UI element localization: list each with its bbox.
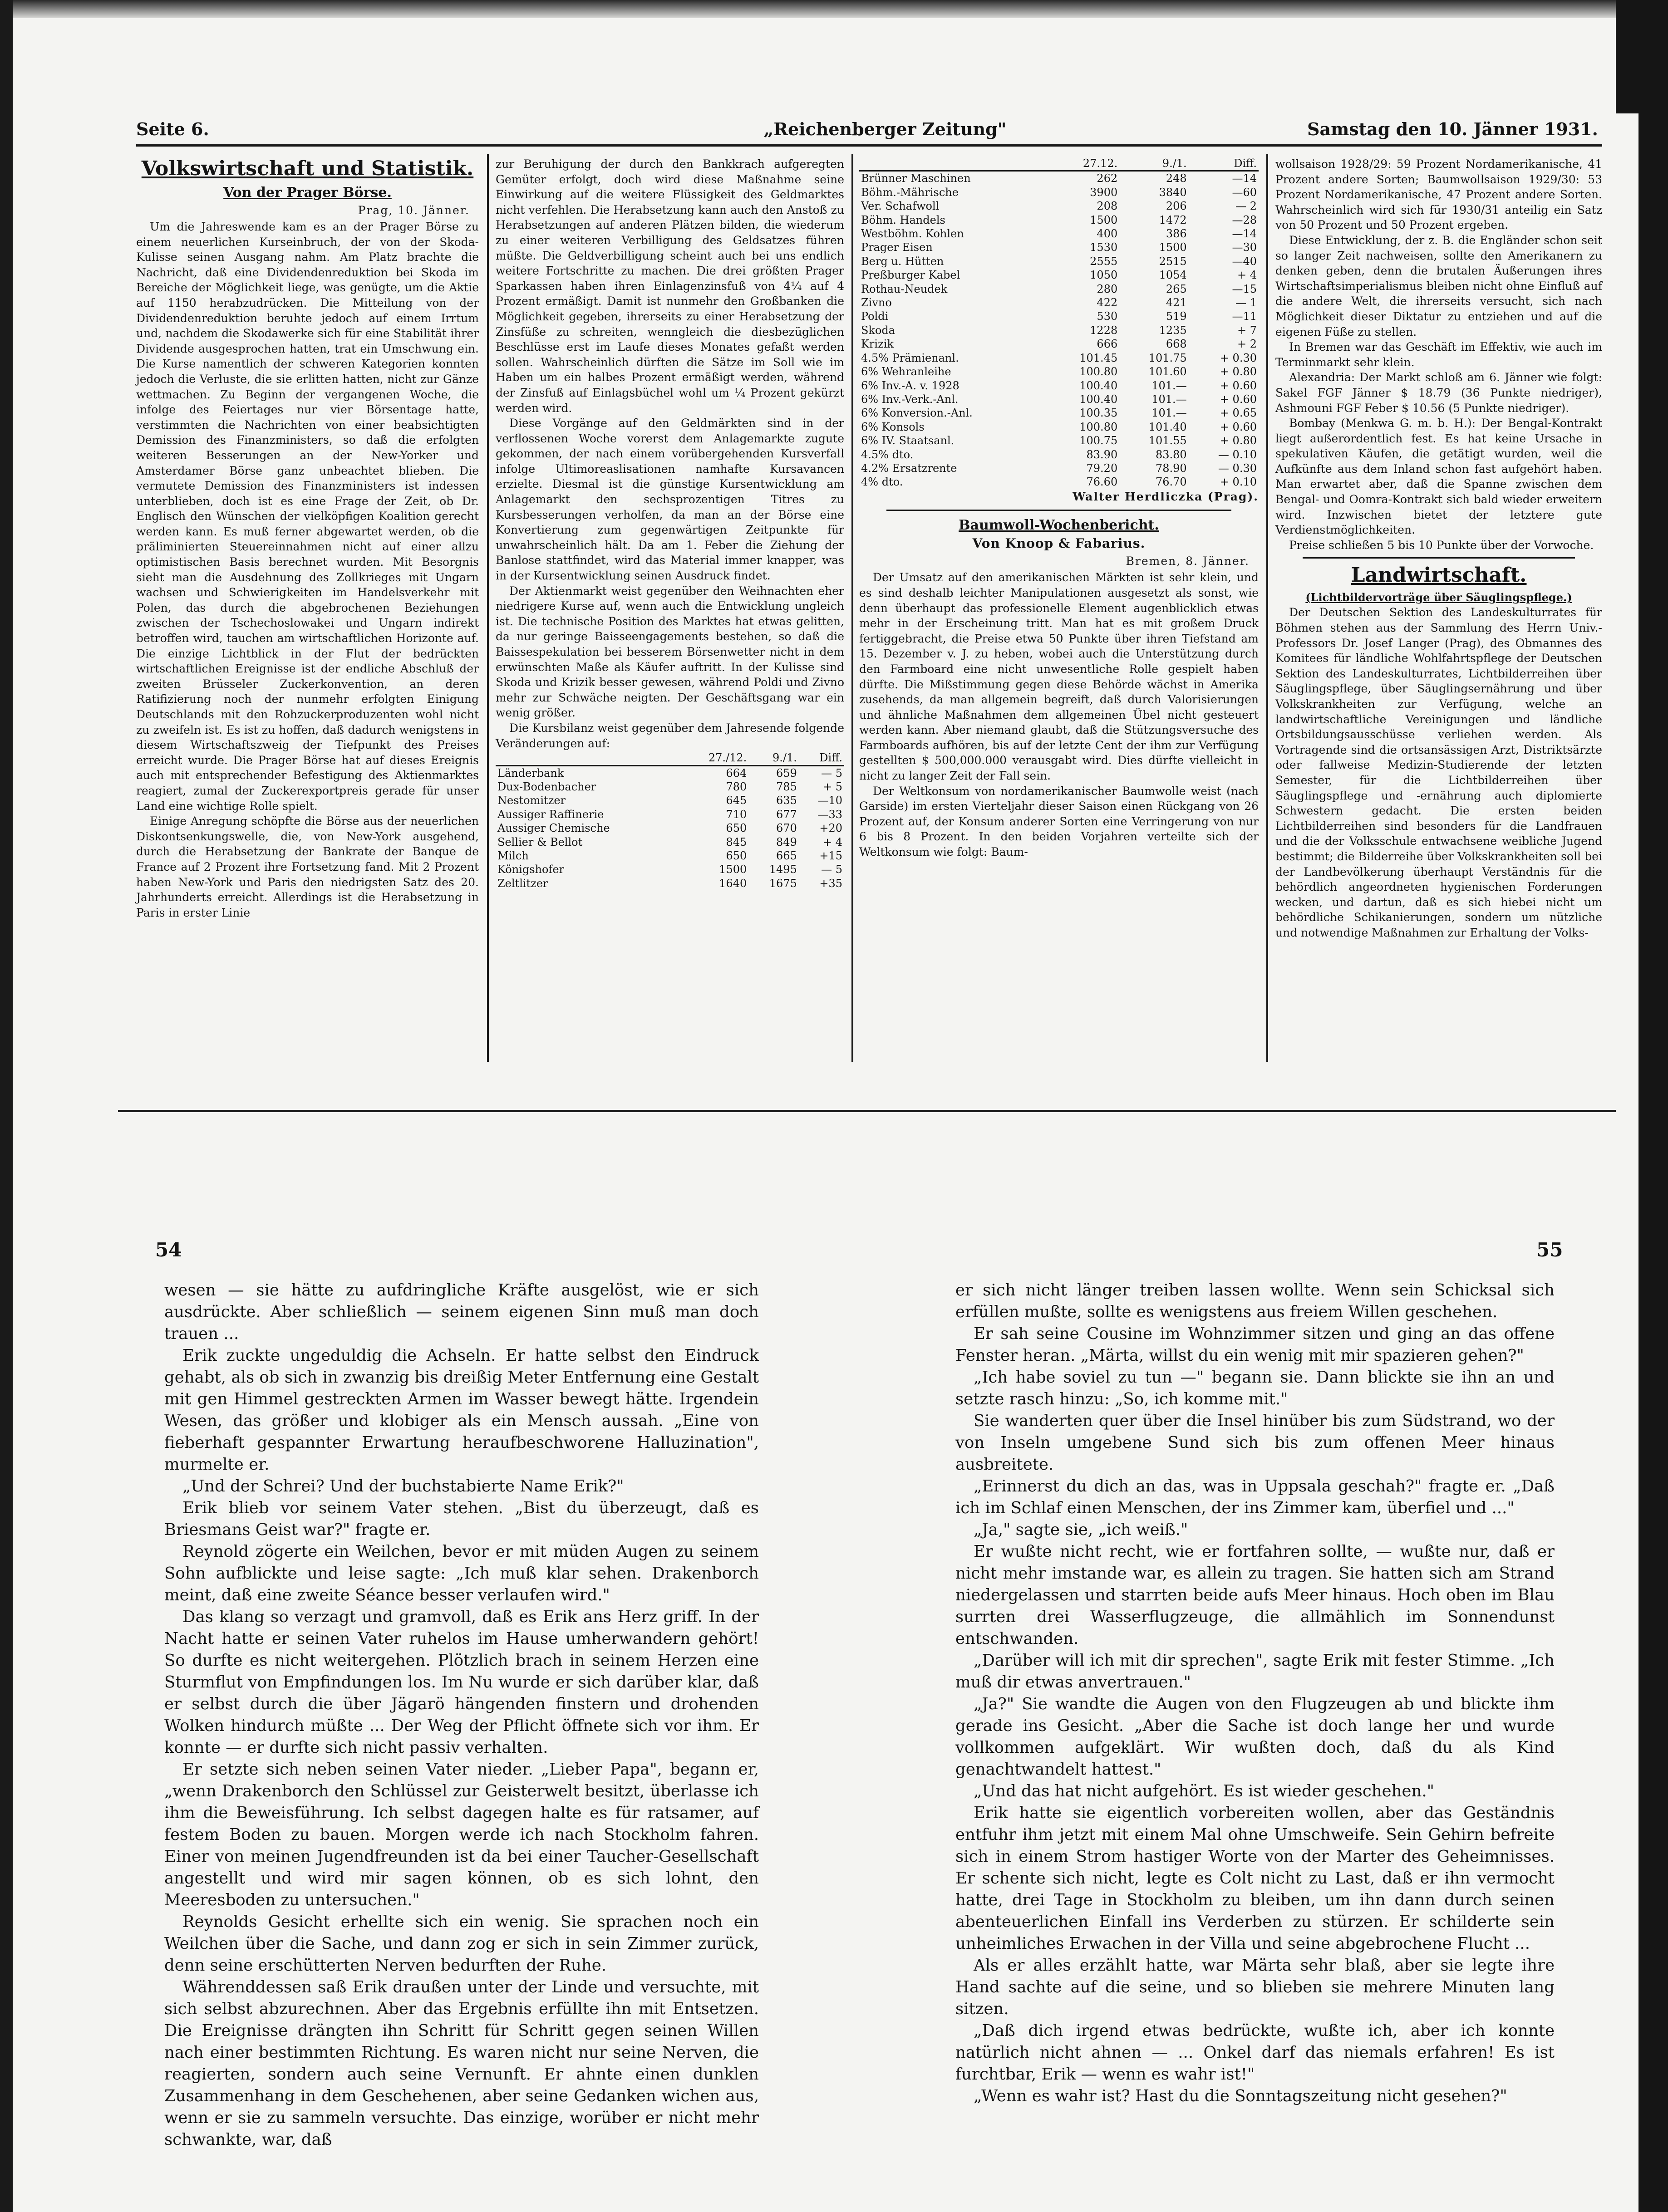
table-row [859,324,1259,337]
price-cell: 262 [1097,172,1118,185]
price-cell: 1235 [1159,324,1187,337]
table-row [859,171,1259,186]
novel-paragraph: „Ja," sagte sie, „ich weiß." [974,1520,1188,1539]
price-cell: 83.80 [1155,448,1187,461]
article-paragraph: Diese Entwicklung, der z. B. die Engländer schon seit so langer Zeit nachweisen, sollte den Amerikanern zu denken geben, denn die brutalen Äußerungen ihres Wirtschaftsimperialismus bleiben nicht ohne Einfluß auf die andere Welt, die ihrerseits versucht, sich nach Möglichkeit dieser Diktatur zu entziehen und auf die eigenen Füße zu stellen. [1275,233,1602,338]
table-row [859,186,1259,199]
security-name: Länderbank [497,766,564,780]
price-cell: 1228 [1090,324,1118,337]
price-cell: 1640 [719,877,747,890]
security-name: Krizik [861,338,894,351]
novel-paragraph: „Wenn es wahr ist? Hast du die Sonntagszeitung nicht gesehen?" [974,2087,1507,2105]
column-divider [1266,154,1268,1062]
price-cell: + 0.60 [1220,379,1257,392]
security-name: Dux-Bodenbacher [497,780,596,793]
security-name: Rothau-Neudek [861,282,948,295]
security-name: Böhm. Handels [861,213,945,226]
novel-left-page [164,1280,759,2149]
table-row [859,365,1259,378]
table-row [859,448,1259,461]
dateline: Bremen, 8. Jänner. [1126,554,1250,568]
column-header [859,157,1050,171]
table-header-row [496,751,844,765]
novel-paragraph: Erik zuckte ungeduldig die Achseln. Er hatte selbst den Eindruck gehabt, als ob sich in zwanzig bis dreißig Meter Entfernung eine Gestalt mit gen Himmel gestreckten Armen im Wasser bewegt hätte. Irgendein Wesen, das größer und klobiger als ein Mensch aussah. „Eine von fieberhaft gespannter Erwartung heraufbeschworene Halluzination", murmelte er. [164,1346,759,1474]
table-row [496,794,844,807]
article-paragraph: Preise schließen 5 bis 10 Punkte über der Vorwoche. [1289,538,1594,552]
novel-paragraph: „Ich habe soviel zu tun —" begann sie. Dann blickte sie ihn an und setzte rasch hinzu: „So, ich komme mit." [955,1368,1555,1408]
security-name: Königshofer [497,863,565,876]
column-1 [136,157,479,1064]
novel-paragraph: Reynolds Gesicht erhellte sich ein wenig. Sie sprachen noch ein Weilchen über die Sache, und dann zog er sich in sein Zimmer zurück, denn seine erschütterten Nerven bedurften der Ruhe. [164,1913,759,1975]
scan-right-tab [1616,0,1643,113]
security-name: Milch [497,849,529,862]
price-cell: 101.60 [1148,365,1187,378]
price-cell: + 4 [822,835,842,849]
price-cell: 2555 [1090,255,1118,268]
security-name: Nestomitzer [497,794,566,807]
price-cell: 101.— [1151,392,1187,406]
price-cell: 421 [1166,296,1187,309]
price-cell: —60 [1232,186,1257,199]
price-cell: —15 [1232,282,1257,295]
security-name: Böhm.-Mährische [861,186,959,199]
price-cell: 76.70 [1155,476,1187,489]
table-row [859,213,1259,227]
price-cell: 519 [1166,310,1187,323]
table-row [859,351,1259,365]
price-cell: —33 [817,808,842,821]
table-row [859,337,1259,351]
price-cell: 101.— [1151,379,1187,392]
table-row [859,199,1259,213]
novel-right-page [955,1280,1555,2105]
article-paragraph: zur Beruhigung der durch den Bankkrach aufgeregten Gemüter erfolgt, doch wird diese Maßnahme seine Einwirkung auf die weitere Flüssigkeit des Geldmarktes nicht verfehlen. Die Herabsetzung kann auch den Anstoß zu Herabsetzungen auf anderen Plätzen bilden, die wiederum zu einer weiteren Verbilligung des Geldsatzes führen müßte. Die Geldverbilligung scheint auch bei uns endlich weitere Fortschritte zu machen. Die drei größten Prager Sparkassen haben ihren Einlagenzinsfuß von 4¼ auf 4 Prozent ermäßigt. Damit ist nunmehr den Großbanken die Möglichkeit gegeben, ihrerseits zu einer Herabsetzung der Zinsfüße zu schreiten, wenngleich die diesbezüglichen Beschlüsse erst im Laufe dieses Monates gefaßt werden sollen. Wahrscheinlich dürften die Sätze im Soll wie im Haben um ein halbes Prozent ermäßigt werden, während der Zinsfuß auf Einlagsbüchel wohl um ¼ Prozent gekürzt werden wird. [496,157,844,415]
article-paragraph: Der Umsatz auf den amerikanischen Märkten ist sehr klein, und es sind deshalb leichter Manipulationen ausgesetzt als sonst, wie denn überhaupt das professionelle Element augenblicklich etwas mehr in der Erscheinung tritt. Man hat es mit großem Druck fertiggebracht, die Preise etwa 50 Punkte über ihren Tiefstand am 15. Dezember v. J. zu heben, wobei auch die Unterstützung durch den Farmboard eine nicht unwesentliche Rolle gespielt haben dürfte. Die Mißstimmung gegen diese Behörde wächst in Amerika zusehends, da man allgemein begreift, daß durch Valorisierungen und ähnliche Maßnahmen dem allgemeinen Übel nicht gesteuert werden kann. Aber niemand glaubt, daß die Stützungsversuche des Farmboards aufhören, bis auf der letzte Cent der ihm zur Verfügung gestellten $ 500,000.000 verausgabt wird. Dies dürfte vielleicht in nicht zu langer Zeit der Fall sein. [859,571,1259,783]
table-row [859,406,1259,420]
price-cell: — 0.10 [1218,448,1257,461]
price-cell: + 0.65 [1220,407,1257,420]
price-cell: 100.80 [1079,420,1118,433]
column-header: 27./12. [681,751,748,765]
novel-paragraph: Währenddessen saß Erik draußen unter der Linde und versuchte, mit sich selbst abzurechnen. Aber das Ergebnis erfüllte ihn mit Entsetzen. Die Ereignisse drängten ihn Schritt für Schritt gegen seinen Willen nach einer bestimmten Richtung. Es waren nicht nur seine Nerven, die reagierten, sondern auch seine Vernunft. Er ahnte einen dunklen Zusammenhang in dem Geschehenen, aber seine Gedanken wichen aus, wenn er sie zu sammeln versuchte. Das einzige, worüber er nicht mehr schwankte, war, daß [164,1978,759,2149]
column-3 [859,157,1259,1064]
price-cell: 422 [1097,296,1118,309]
table-row [859,420,1259,434]
price-cell: 280 [1097,282,1118,295]
price-cell: +15 [819,849,842,862]
novel-paragraph: „Erinnerst du dich an das, was in Uppsala geschah?" fragte er. „Daß ich im Schlaf einen Menschen, der ins Zimmer kam, überfiel und ..." [955,1477,1555,1517]
header-rule [136,144,1602,147]
table-row [496,835,844,849]
price-cell: 849 [776,835,797,849]
price-cell: 530 [1097,310,1118,323]
price-cell: 386 [1166,227,1187,240]
price-cell: 2515 [1159,255,1187,268]
novel-paragraph: „Und der Schrei? Und der buchstabierte Name Erik?" [182,1477,624,1496]
article-paragraph: Diese Vorgänge auf den Geldmärkten sind in der verflossenen Woche vorerst dem Anlagemarkte zugute gekommen, der nach einem vorübergehenden Kursverfall infolge Ultimoreaslisationen namhafte Kursavancen erzielte. Diesmal ist die günstige Kursentwicklung am Anlagemarkt den sechsprozentigen Titres zu Kursbesserungen verholfen, da man an der Börse eine Konvertierung zum gegenwärtigen Zeitpunkte für unwahrscheinlich hält. Da am 1. Feber die Ziehung der Banlose stattfindet, wird das Material immer knapper, was in der Kursentwicklung seinen Ausdruck findet. [496,417,844,583]
security-name: Brünner Maschinen [861,172,971,185]
column-header: Diff. [799,751,844,765]
security-name: Prager Eisen [861,241,933,254]
price-cell: 650 [726,849,747,862]
novel-paragraph: wesen — sie hätte zu aufdringliche Kräfte ausgelöst, wie er sich ausdrückte. Aber schließlich — seinem eigenen Sinn muß man doch trauen ... [164,1281,759,1343]
article-paragraph: Der Aktienmarkt weist gegenüber den Weihnachten eher niedrigere Kurse auf, wenn auch die Entwicklung ungleich ist. Die technische Position des Marktes hat etwas gelitten, da nur geringe Baisseengagements bestehen, so daß die Baissespekulation bei besserem Börsenwetter nicht in dem erwünschten Maße als Käufer auftritt. In der Kulisse sind Skoda und Krizik besser gewesen, während Poldi und Zivno mehr zur Schwäche neigten. Der Geschäftsgang war ein wenig größer. [496,584,844,720]
article-signature: Walter Herdliczka (Prag). [1073,490,1259,503]
price-cell: 206 [1166,200,1187,213]
novel-paragraph: „Darüber will ich mit dir sprechen", sagte Erik mit fester Stimme. „Ich muß dir etwas anvertrauen." [955,1651,1555,1692]
security-name: 6% Konversion.-Anl. [861,407,973,420]
column-header: 9./1. [748,751,799,765]
table-row [859,268,1259,282]
novel-paragraph: Erik hatte sie eigentlich vorbereiten wollen, aber das Geständnis entfuhr ihm jetzt mit einem Mal ohne Umschweife. Sein Gehirn befreite sich in einem Strom hastiger Worte von der Marter des Geheimnisses. Er schente sich nicht, legte es Colt nicht zu Last, daß er ihn vermocht hatte, drei Tage in Stockholm zu bleiben, um ihn dann durch seinen abenteuerlichen Einfall ins Verderben zu stürzen. Er schilderte sein unheimliches Erwachen in der Villa und seine abgebrochene Flucht ... [955,1804,1555,1953]
article-paragraph: Einige Anregung schöpfte die Börse aus der neuerlichen Diskontsenkungswelle, die, von New-York ausgehend, durch die Herabsetzung der Bankrate der Banque de France auf 2 Prozent ihre Fortsetzung fand. Mit 2 Prozent haben New-York und Paris den niedrigsten Satz des 20. Jahrhunderts erreicht. Allerdings ist die Herabsetzung in Paris in erster Linie [136,814,479,919]
security-name: Zeltlitzer [497,877,548,890]
price-cell: 659 [776,766,797,780]
article-paragraph: Die Kursbilanz weist gegenüber dem Jahresende folgende Veränderungen auf: [496,721,844,750]
security-name: Poldi [861,310,889,323]
price-cell: +20 [819,822,842,835]
price-cell: 100.80 [1079,365,1118,378]
price-cell: 100.35 [1079,407,1118,420]
price-cell: 3840 [1159,186,1187,199]
table-row [859,434,1259,447]
column-header: Diff. [1189,157,1259,171]
article-separator [1303,557,1575,559]
novel-paragraph: Er setzte sich neben seinen Vater nieder. „Lieber Papa", begann er, „wenn Drakenborch den Schlüssel zur Geisterwelt besitzt, überlasse ich ihm die Beweisführung. Ich selbst dagegen halte es für ratsamer, auf festem Boden zu bauen. Morgen werde ich nach Stockholm fahren. Einer von meinen Jugendfreunden ist da bei einer Taucher-Gesellschaft angestellt und wird mir sagen können, ob es sich lohnt, den Meeresboden zu untersuchen." [164,1760,759,1909]
novel-paragraph: „Ja?" Sie wandte die Augen von den Flugzeugen ab und blickte ihm gerade ins Gesicht. „Aber die Sache ist doch lange her und wurde vollkommen aufgeklärt. Wir wußten doch, daß du als Kind genachtwandelt hattest." [955,1695,1555,1779]
scan-left-edge [0,0,13,2212]
security-name: 4.5% Prämienanl. [861,351,959,364]
price-cell: 76.60 [1086,476,1118,489]
price-cell: + 0.60 [1220,420,1257,433]
table-row [496,780,844,794]
price-cell: + 0.80 [1220,434,1257,447]
table-row [859,227,1259,240]
security-name: Aussiger Chemische [497,822,610,835]
newspaper-title: „Reichenberger Zeitung" [763,119,1007,139]
price-cell: 668 [1166,338,1187,351]
novel-paragraph: „Daß dich irgend etwas bedrückte, wußte ich, aber ich konnte natürlich nicht ahnen — ... Onkel darf das niemals erfahren! Es ist furchtbar, Erik — wenn es wahr ist!" [955,2021,1555,2084]
price-cell: +35 [819,877,842,890]
table-row [496,821,844,835]
price-cell: 78.90 [1155,461,1187,475]
security-name: 6% Inv.-Verk.-Anl. [861,392,959,406]
price-cell: — 0.30 [1218,461,1257,475]
novel-paragraph: Als er alles erzählt hatte, war Märta sehr blaß, aber sie legte ihre Hand sachte auf die seine, und so blieben sie mehrere Minuten lang sitzen. [955,1956,1555,2018]
novel-page-number-right: 55 [1536,1239,1563,1261]
price-cell: 101.40 [1148,420,1187,433]
page-number-header: Seite 6. [136,119,209,139]
article-paragraph: In Bremen war das Geschäft im Effektiv, wie auch im Terminmarkt sehr klein. [1275,340,1602,369]
price-cell: 635 [776,794,797,807]
security-name: 4.5% dto. [861,448,914,461]
price-cell: + 7 [1237,324,1257,337]
price-cell: 1530 [1090,241,1118,254]
stock-table [859,157,1259,489]
price-cell: 400 [1097,227,1118,240]
section-title: Landwirtschaft. [1351,564,1527,587]
price-cell: 1050 [1090,269,1118,282]
security-name: 4.2% Ersatzrente [861,461,957,475]
scan-right-edge [1638,0,1668,2212]
column-divider [487,154,489,1062]
dateline: Prag, 10. Jänner. [358,204,470,217]
security-name: Sellier & Bellot [497,835,583,849]
novel-paragraph: „Und das hat nicht aufgehört. Es ist wieder geschehen." [974,1782,1434,1800]
novel-paragraph: Erik blieb vor seinem Vater stehen. „Bist du überzeugt, daß es Briesmans Geist war?" fragte er. [164,1499,759,1539]
section-title: Volkswirtschaft und Statistik. [141,157,474,180]
price-cell: 666 [1097,338,1118,351]
price-cell: + 4 [1237,269,1257,282]
security-name: Berg u. Hütten [861,255,944,268]
price-cell: 677 [776,808,797,821]
price-cell: 664 [726,766,747,780]
security-name: Ver. Schafwoll [861,200,940,213]
table-row [859,309,1259,323]
table-row [859,296,1259,309]
price-cell: 101.55 [1148,434,1187,447]
novel-paragraph: Reynold zögerte ein Weilchen, bevor er mit müden Augen zu seinem Sohn aufblickte und leise sagte: „Ich muß klar sehen. Drakenborch meint, daß eine zweite Séance besser verlaufen wird." [164,1542,759,1604]
column-header [496,751,681,765]
price-cell: 83.90 [1086,448,1118,461]
price-cell: 3900 [1090,186,1118,199]
table-row [859,379,1259,392]
price-cell: 1472 [1159,213,1187,226]
table-row [496,863,844,876]
security-name: 6% Inv.-A. v. 1928 [861,379,959,392]
security-name: 6% Wehranleihe [861,365,951,378]
table-row [859,282,1259,296]
price-cell: + 0.80 [1220,365,1257,378]
novel-paragraph: er sich nicht länger treiben lassen wollte. Wenn sein Schicksal sich erfüllen mußte, sollte es wenigstens aus freiem Willen geschehen. [955,1281,1555,1321]
column-divider [851,154,853,1062]
price-cell: —14 [1232,227,1257,240]
price-cell: + 0.30 [1220,351,1257,364]
table-row [496,808,844,821]
novel-paragraph: Sie wanderten quer über die Insel hinüber bis zum Südstrand, wo der von Inseln umgebene Sund sich bis zum offenen Meer hinaus ausbreitete. [955,1412,1555,1474]
article-separator [886,510,1231,511]
price-cell: 248 [1166,172,1187,185]
table-row [859,461,1259,475]
article-subtitle: (Lichtbildervorträge über Säuglingspflege.) [1305,591,1572,604]
article-paragraph: Bombay (Menkwa G. m. b. H.): Der Bengal-Kontrakt liegt außerordentlich fest. Es hat keine Ursache in spekulativen Käufen, die getätigt wurden, weil die Aufkünfte aus dem Inland schon fast aufgehört haben. Man erwartet aber, daß die Spanne zwischen dem Bengal- und Oomra-Kontrakt sich bald wieder erweitern wird. Inzwischen bietet der letztere gute Verdienstmöglichkeiten. [1275,417,1602,537]
price-cell: 208 [1097,200,1118,213]
security-name: 6% IV. Staatsanl. [861,434,955,447]
price-cell: 100.40 [1079,392,1118,406]
price-cell: 265 [1166,282,1187,295]
price-cell: 845 [726,835,747,849]
price-cell: — 5 [821,766,842,780]
price-cell: —28 [1232,213,1257,226]
price-cell: 785 [776,780,797,793]
price-cell: 101.— [1151,407,1187,420]
table-header-row [859,157,1259,171]
table-row [496,765,844,780]
novel-page-number-left: 54 [155,1239,182,1261]
price-cell: + 2 [1237,338,1257,351]
security-name: Aussiger Raffinerie [497,808,604,821]
price-cell: 1675 [769,877,797,890]
price-cell: 101.75 [1148,351,1187,364]
novel-paragraph: Er sah seine Cousine im Wohnzimmer sitzen und ging an das offene Fenster heran. „Märta, willst du ein wenig mit mir spazieren gehen?" [955,1324,1555,1365]
article-paragraph: wollsaison 1928/29: 59 Prozent Nordamerikanische, 41 Prozent andere Sorten; Baumwollsaison 1929/30: 53 Prozent Nordamerikanische, 47 Prozent andere Sorten. Wahrscheinlich wird sich für 1930/31 anteilig ein Satz von 50 Prozent und 50 Prozent ergeben. [1275,157,1602,232]
security-name: Zivno [861,296,892,309]
article-paragraph: Der Deutschen Sektion des Landeskulturrates für Böhmen stehen aus der Sammlung des Herrn Univ.-Professors Dr. Josef Langer (Prag), des Obmannes des Komitees für ländliche Wohlfahrtspflege der Deutschen Sektion des Landeskulturrates, Lichtbilderreihen über Säuglingspflege, über Säuglingsernährung und über Volkskrankheiten zur Verfügung, welche an landwirtschaftliche Vereinigungen und ländliche Ortsbildungsausschüsse verliehen werden. Als Vortragende sind die ortsansässigen Arzt, Distriktsärzte oder fallweise Medizin-Studierende der letzten Semester, für die Lichtbilderreihen über Säuglingspflege und -ernährung auch diplomierte Schwestern gedacht. Die ersten beiden Lichtbilderreihen sind besonders für die Landfrauen und die der Volksschule entwachsene weibliche Jugend bestimmt; die Bilderreihe über Volkskrankheiten soll bei der Landbevölkerung überhaupt Verständnis für die behördlich angeordneten hygienischen Forderungen wecken, und dartun, daß es sich hiebei nicht um behördliche Schikanierungen, sondern um nützliche und notwendige Maßnahmen zur Erhaltung der Volks- [1275,606,1602,939]
column-header: 27.12. [1050,157,1119,171]
price-cell: 1495 [769,863,797,876]
price-cell: 100.75 [1079,434,1118,447]
table-row [496,877,844,890]
column-header: 9./1. [1119,157,1188,171]
price-cell: 645 [726,794,747,807]
price-cell: —14 [1232,172,1257,185]
price-cell: —40 [1232,255,1257,268]
price-cell: —10 [817,794,842,807]
price-cell: — 5 [821,863,842,876]
price-cell: + 5 [822,780,842,793]
article-subtitle: Von der Prager Börse. [223,185,392,201]
column-2 [496,157,844,1064]
table-row [859,392,1259,406]
price-cell: 1500 [1159,241,1187,254]
price-cell: 100.40 [1079,379,1118,392]
article-paragraph: Alexandria: Der Markt schloß am 6. Jänner wie folgt: Sakel FGF Jänner $ 18.79 (36 Punkte niedriger), Ashmouni FGF Feber $ 10.56 (5 Punkte niedriger). [1275,371,1602,415]
article-subtitle: Baumwoll-Wochenbericht. [959,517,1159,534]
price-cell: 710 [726,808,747,821]
price-cell: —30 [1232,241,1257,254]
price-cell: 665 [776,849,797,862]
price-cell: + 0.60 [1220,392,1257,406]
table-row [859,255,1259,268]
article-paragraph: Der Weltkonsum von nordamerikanischer Baumwolle weist (nach Garside) im ersten Vierteljahr dieser Saison einen Rückgang von 26 Prozent auf, der Konsum anderer Sorten eine Verringerung von nur 6 bis 8 Prozent. In den beiden Vorjahren verteilte sich der Weltkonsum wie folgt: Baum- [859,784,1259,859]
stock-table [496,751,844,890]
price-cell: —11 [1232,310,1257,323]
security-name: 4% dto. [861,476,903,489]
price-cell: — 2 [1235,200,1257,213]
scan-top-edge [0,0,1668,18]
table-row [859,240,1259,254]
price-cell: 1054 [1159,269,1187,282]
section-fold-rule [118,1110,1616,1112]
price-cell: 1500 [719,863,747,876]
issue-date: Samstag den 10. Jänner 1931. [1307,119,1598,139]
article-byline: Von Knoop & Fabarius. [972,536,1146,551]
price-cell: 780 [726,780,747,793]
price-cell: 670 [776,822,797,835]
price-cell: 79.20 [1086,461,1118,475]
security-name: Westböhm. Kohlen [861,227,964,240]
table-row [859,475,1259,489]
article-paragraph: Um die Jahreswende kam es an der Prager Börse zu einem neuerlichen Kurseinbruch, der von der Skoda-Kulisse seinen Ausgang nahm. Am Platz brachte die Nachricht, daß eine Dividendenreduktion bei Skoda im Bereiche der Möglichkeit liege, was genügte, um die Aktie auf 1150 herabzudrücken. Die Mitteilung von der Dividendenreduktion beruhte jedoch auf einem Irrtum und, nachdem die Skodawerke sich für eine Stabilität ihrer Dividende ausgesprochen hatten, trat ein Umschwung ein. Die Kurse namentlich der schweren Kategorien konnten jedoch die Verluste, die sie erlitten hatten, nicht zur Gänze wettmachen. Zu Beginn der vergangenen Woche, die infolge des Feiertages nur vier Börsentage hatte, verstimmten die Nachrichten von einer beabsichtigten Demission des Finanzministers, so daß die erfolgten weiteren Besserungen an der New-Yorker und Amsterdamer Börse ganz unbeachtet blieben. Die vermutete Demission des Finanzministers ist indessen unterblieben, doch ist es eine Frage der Zeit, ob Dr. Englisch den Wünschen der vielköpfigen Koalition gerecht werden kann. Es muß ferner abgewartet werden, ob die präliminierten Steuereinnahmen nicht auf einer allzu optimistischen Basis berechnet wurden. Mit Besorgnis sieht man die Ausdehnung des Zollkrieges mit Ungarn wachsen und Schwierigkeiten im Handelsverkehr mit Polen, das durch die abgebrochenen Beziehungen zwischen der Tschechoslowakei und Ungarn indirekt betroffen wird, tauchen am wirtschaftlichen Horizonte auf. Die einzige Lichtblick in der Flut der bedrückten wirtschaftlichen Ereignisse ist der endliche Abschluß der zweiten Brüsseler Zuckerkonvention, an deren Ratifizierung noch der nunmehr erfolgten Einigung Deutschlands mit den Rohzuckerproduzenten wohl nicht zu zweifeln ist. Es ist zu hoffen, daß dadurch wenigstens in diesem Wirtschaftszweig der Tiefpunkt des Preises erreicht wurde. Die Prager Börse hat auf dieses Ereignis auch mit entsprechender Befestigung des Aktienmarktes reagiert, zumal der Zuckerexportpreis gerade für unser Land eine wichtige Rolle spielt. [136,220,479,813]
security-name: Preßburger Kabel [861,269,960,282]
novel-paragraph: Das klang so verzagt und gramvoll, daß es Erik ans Herz griff. In der Nacht hatte er seinen Vater ruhelos im Hause umherwandern gehört! So durfte es nicht weitergehen. Plötzlich brach in seinem Herzen eine Sturmflut von Empfindungen los. Im Nu wurde er sich darüber klar, daß er selbst durch die über Jägarö hängenden finstern und drohenden Wolken hindurch müßte ... Der Weg der Pflicht öffnete sich vor ihm. Er konnte — er durfte sich nicht passiv verhalten. [164,1608,759,1757]
price-cell: 650 [726,822,747,835]
column-4 [1275,157,1602,1064]
price-cell: 101.45 [1079,351,1118,364]
security-name: 6% Konsols [861,420,925,433]
price-cell: 1500 [1090,213,1118,226]
price-cell: — 1 [1235,296,1257,309]
table-row [496,849,844,863]
security-name: Skoda [861,324,896,337]
novel-paragraph: Er wußte nicht recht, wie er fortfahren sollte, — wußte nur, daß er nicht mehr imstande war, es allein zu tragen. Sie hatten sich am Strand niedergelassen und starrten beide aufs Meer hinaus. Hoch oben im Blau surrten drei Wasserflugzeuge, die allmählich im Sonnendunst entschwanden. [955,1542,1555,1648]
price-cell: + 0.10 [1220,476,1257,489]
